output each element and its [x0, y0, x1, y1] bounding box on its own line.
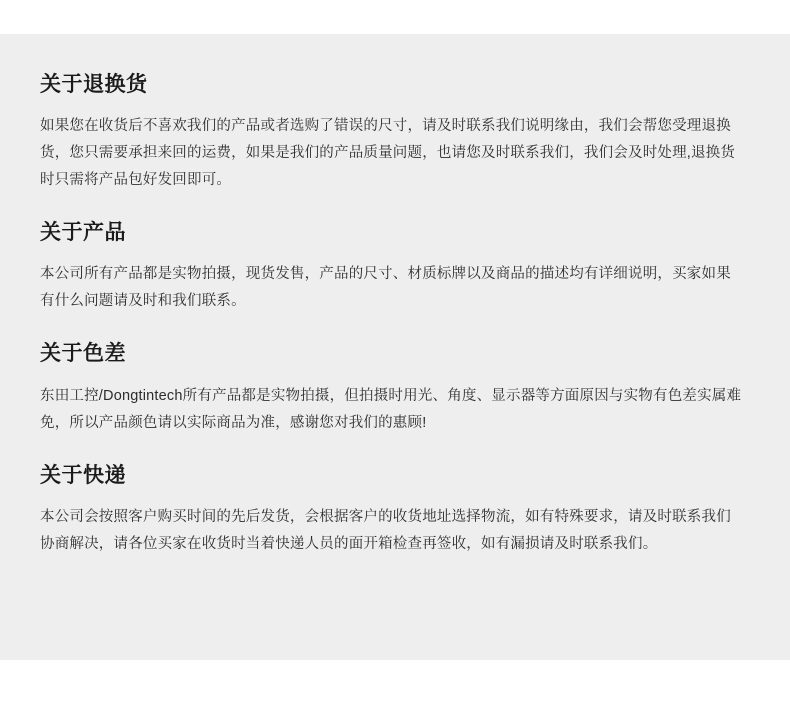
section-shipping-body: 本公司会按照客户购买时间的先后发货，会根据客户的收货地址选择物流，如有特殊要求，请及时联系我们协商解决，请各位买家在收货时当着快递人员的面开箱检查再签收，如有漏损请及时联系我们。 [40, 508, 731, 552]
section-color-body: 东田工控/Dongtintech所有产品都是实物拍摄，但拍摄时用光、角度、显示器等方面原因与实物有色差实属难免，所以产品颜色请以实际商品为准，感谢您对我们的惠顾! [40, 387, 742, 431]
section-product [40, 220, 752, 315]
section-product-body: 本公司所有产品都是实物拍摄，现货发售，产品的尺寸、材质标牌以及商品的描述均有详细说明，买家如果有什么问题请及时和我们联系。 [40, 266, 731, 310]
section-shipping [40, 463, 752, 558]
section-product-title: 关于产品 [40, 221, 126, 245]
info-content [40, 72, 752, 562]
section-returns-title: 关于退换货 [40, 73, 148, 96]
section-shipping-title: 关于快递 [40, 463, 126, 487]
section-color [40, 341, 752, 436]
section-color-title: 关于色差 [40, 342, 126, 366]
section-returns-body: 如果您在收货后不喜欢我们的产品或者选购了错误的尺寸，请及时联系我们说明缘由，我们会帮您受理退换货，您只需要承担来回的运费，如果是我们的产品质量问题，也请您及时联系我们，我们会及时处理,退换货时只需将产品包好发回即可。 [40, 118, 736, 189]
section-returns [40, 72, 752, 194]
